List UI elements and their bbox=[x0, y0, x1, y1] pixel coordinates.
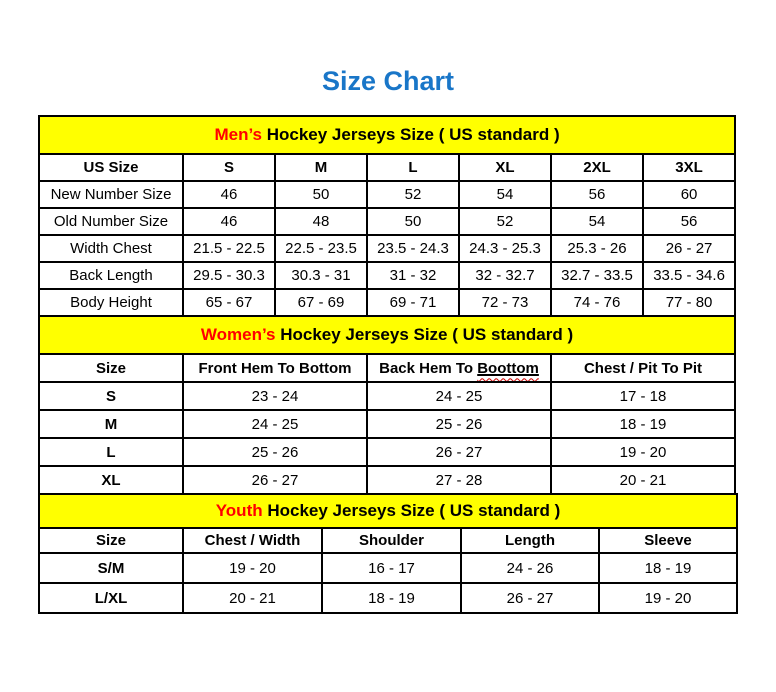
size-value-cell: 67 - 69 bbox=[275, 289, 367, 316]
size-value-cell: 18 - 19 bbox=[599, 553, 737, 583]
men-row-label: Body Height bbox=[39, 289, 183, 316]
men-column-header-5: 2XL bbox=[551, 154, 643, 181]
youth-column-header-row bbox=[39, 528, 737, 553]
men-row-label: Old Number Size bbox=[39, 208, 183, 235]
men-table-row bbox=[39, 208, 735, 235]
women-row-label: M bbox=[39, 410, 183, 438]
size-value-cell: 25.3 - 26 bbox=[551, 235, 643, 262]
size-value-cell: 52 bbox=[367, 181, 459, 208]
size-value-cell: 50 bbox=[367, 208, 459, 235]
misspelled-word: Boottom bbox=[477, 359, 539, 377]
size-value-cell: 26 - 27 bbox=[643, 235, 735, 262]
mens-title-highlight: Men’s bbox=[214, 125, 262, 144]
size-value-cell: 65 - 67 bbox=[183, 289, 275, 316]
women-table-row bbox=[39, 466, 735, 494]
youth-title-highlight: Youth bbox=[215, 501, 263, 520]
mens-table-title-row bbox=[39, 116, 735, 154]
mens-size-table bbox=[38, 115, 736, 317]
women-table-row bbox=[39, 438, 735, 466]
womens-size-table bbox=[38, 315, 736, 495]
size-value-cell: 60 bbox=[643, 181, 735, 208]
size-value-cell: 24 - 26 bbox=[461, 553, 599, 583]
column-header-text: Back Hem To bbox=[379, 359, 478, 377]
youth-column-header-0: Size bbox=[39, 528, 183, 553]
men-row-label: New Number Size bbox=[39, 181, 183, 208]
women-row-label: L bbox=[39, 438, 183, 466]
women-row-label: S bbox=[39, 382, 183, 410]
youth-column-header-2: Shoulder bbox=[322, 528, 461, 553]
size-value-cell: 26 - 27 bbox=[461, 583, 599, 613]
size-value-cell: 72 - 73 bbox=[459, 289, 551, 316]
size-value-cell: 24.3 - 25.3 bbox=[459, 235, 551, 262]
size-value-cell: 56 bbox=[551, 181, 643, 208]
women-column-header-0: Size bbox=[39, 354, 183, 382]
men-column-header-1: S bbox=[183, 154, 275, 181]
size-value-cell: 29.5 - 30.3 bbox=[183, 262, 275, 289]
size-value-cell: 18 - 19 bbox=[551, 410, 735, 438]
size-value-cell: 77 - 80 bbox=[643, 289, 735, 316]
size-value-cell: 27 - 28 bbox=[367, 466, 551, 494]
size-value-cell: 20 - 21 bbox=[183, 583, 322, 613]
youth-column-header-3: Length bbox=[461, 528, 599, 553]
womens-table-title bbox=[39, 316, 735, 354]
size-value-cell: 26 - 27 bbox=[183, 466, 367, 494]
size-value-cell: 22.5 - 23.5 bbox=[275, 235, 367, 262]
size-value-cell: 20 - 21 bbox=[551, 466, 735, 494]
men-column-header-6: 3XL bbox=[643, 154, 735, 181]
mens-table-title bbox=[39, 116, 735, 154]
womens-title-rest: Hockey Jerseys Size ( US standard ) bbox=[275, 325, 574, 344]
youth-column-header-1: Chest / Width bbox=[183, 528, 322, 553]
size-value-cell: 26 - 27 bbox=[367, 438, 551, 466]
men-column-header-2: M bbox=[275, 154, 367, 181]
women-column-header-1: Front Hem To Bottom bbox=[183, 354, 367, 382]
size-value-cell: 19 - 20 bbox=[551, 438, 735, 466]
youth-table-row bbox=[39, 553, 737, 583]
men-table-row bbox=[39, 262, 735, 289]
women-table-row bbox=[39, 410, 735, 438]
size-value-cell: 33.5 - 34.6 bbox=[643, 262, 735, 289]
size-value-cell: 19 - 20 bbox=[183, 553, 322, 583]
size-value-cell: 46 bbox=[183, 208, 275, 235]
size-value-cell: 18 - 19 bbox=[322, 583, 461, 613]
women-table-row bbox=[39, 382, 735, 410]
men-column-header-row bbox=[39, 154, 735, 181]
women-column-header-2 bbox=[367, 354, 551, 382]
size-value-cell: 32.7 - 33.5 bbox=[551, 262, 643, 289]
size-value-cell: 16 - 17 bbox=[322, 553, 461, 583]
youth-table-title bbox=[39, 494, 737, 528]
page-title: Size Chart bbox=[321, 66, 455, 96]
mens-title-rest: Hockey Jerseys Size ( US standard ) bbox=[262, 125, 560, 144]
men-column-header-3: L bbox=[367, 154, 459, 181]
youth-table-title-row bbox=[39, 494, 737, 528]
size-value-cell: 23 - 24 bbox=[183, 382, 367, 410]
size-value-cell: 25 - 26 bbox=[367, 410, 551, 438]
men-table-row bbox=[39, 289, 735, 316]
size-value-cell: 21.5 - 22.5 bbox=[183, 235, 275, 262]
men-row-label: Width Chest bbox=[39, 235, 183, 262]
size-value-cell: 23.5 - 24.3 bbox=[367, 235, 459, 262]
tables-container bbox=[38, 115, 736, 614]
size-value-cell: 50 bbox=[275, 181, 367, 208]
underlined-word-wrap bbox=[477, 360, 539, 377]
size-value-cell: 31 - 32 bbox=[367, 262, 459, 289]
size-value-cell: 19 - 20 bbox=[599, 583, 737, 613]
women-column-header-row bbox=[39, 354, 735, 382]
size-value-cell: 30.3 - 31 bbox=[275, 262, 367, 289]
size-value-cell: 69 - 71 bbox=[367, 289, 459, 316]
size-value-cell: 48 bbox=[275, 208, 367, 235]
size-value-cell: 46 bbox=[183, 181, 275, 208]
youth-row-label: S/M bbox=[39, 553, 183, 583]
size-value-cell: 32 - 32.7 bbox=[459, 262, 551, 289]
youth-row-label: L/XL bbox=[39, 583, 183, 613]
women-row-label: XL bbox=[39, 466, 183, 494]
men-column-header-0: US Size bbox=[39, 154, 183, 181]
youth-table-row bbox=[39, 583, 737, 613]
youth-column-header-4: Sleeve bbox=[599, 528, 737, 553]
size-value-cell: 54 bbox=[459, 181, 551, 208]
size-value-cell: 52 bbox=[459, 208, 551, 235]
youth-size-table bbox=[38, 493, 738, 614]
youth-title-rest: Hockey Jerseys Size ( US standard ) bbox=[262, 501, 561, 520]
size-value-cell: 56 bbox=[643, 208, 735, 235]
size-value-cell: 24 - 25 bbox=[183, 410, 367, 438]
men-column-header-4: XL bbox=[459, 154, 551, 181]
womens-table-title-row bbox=[39, 316, 735, 354]
womens-title-highlight: Women’s bbox=[200, 325, 276, 344]
size-value-cell: 17 - 18 bbox=[551, 382, 735, 410]
size-value-cell: 25 - 26 bbox=[183, 438, 367, 466]
size-value-cell: 74 - 76 bbox=[551, 289, 643, 316]
size-value-cell: 24 - 25 bbox=[367, 382, 551, 410]
men-table-row bbox=[39, 235, 735, 262]
size-value-cell: 54 bbox=[551, 208, 643, 235]
women-column-header-3: Chest / Pit To Pit bbox=[551, 354, 735, 382]
men-table-row bbox=[39, 181, 735, 208]
men-row-label: Back Length bbox=[39, 262, 183, 289]
